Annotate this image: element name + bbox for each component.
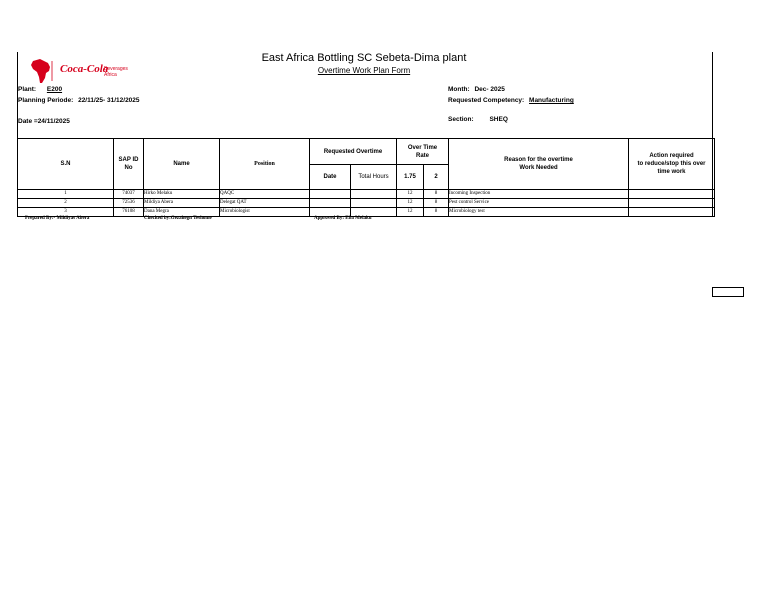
header-reason (449, 139, 629, 190)
cell-reason: Incoming Inspection (449, 190, 629, 199)
cell-total-hours (351, 199, 397, 208)
overtime-table (17, 138, 715, 217)
planning-period-label: Planning Periode: (18, 97, 74, 104)
header-ot-rate (397, 139, 449, 165)
cell-rate-a: 12 (397, 199, 424, 208)
planning-period-field (18, 97, 140, 104)
header-date: Date (310, 165, 351, 190)
cell-name: Hirko Melaku (144, 190, 220, 199)
cell-name: Dana Megra (144, 208, 220, 217)
form-title: Overtime Work Plan Form (317, 66, 411, 75)
header-action-line1: Action required (649, 153, 694, 159)
cell-sap: 72536 (114, 199, 144, 208)
checked-by: Checked by:Gezahegn Teshome (144, 216, 212, 221)
header-ot-rate-line2: Rate (416, 152, 430, 159)
cell-reason: Pest control Service (449, 199, 629, 208)
company-title: East Africa Bottling SC Sebeta-Dima plant (261, 52, 467, 64)
cell-sn: 3 (18, 208, 114, 217)
header-rate-b: 2 (424, 165, 449, 190)
cell-rate-b: 8 (424, 208, 449, 217)
competency-value: Manufacturing (529, 97, 574, 104)
cell-action (629, 190, 715, 199)
header-position: Position (220, 139, 310, 190)
competency-label: Requested Competency: (448, 97, 525, 104)
section-field (448, 116, 508, 123)
table-row (18, 199, 715, 208)
cell-name: Mildiya Abera (144, 199, 220, 208)
plant-label: Plant: (18, 86, 37, 93)
plant-value: E200 (46, 86, 63, 93)
cell-action (629, 199, 715, 208)
cell-reason: Microbiology test (449, 208, 629, 217)
cell-position: Microbiologist (220, 208, 310, 217)
logo-line2: Africa (104, 72, 117, 78)
plant-field (18, 86, 62, 93)
competency-field (448, 97, 574, 104)
section-value: SHEQ (489, 116, 508, 123)
header-action-line3: time work (657, 169, 686, 175)
month-label: Month: (448, 86, 470, 93)
cell-sap: 76108 (114, 208, 144, 217)
month-value: Dec- 2025 (474, 86, 505, 93)
section-label: Section: (448, 116, 474, 123)
prepared-by: Prepared By:- Mildiyas Abera (25, 216, 90, 221)
header-ot-rate-line1: Over Time (407, 144, 438, 151)
logo-brand: Coca-Cola (60, 63, 109, 75)
cell-rate-a: 12 (397, 208, 424, 217)
header-sap-line2: No (124, 165, 133, 171)
cell-sn: 2 (18, 199, 114, 208)
cell-position: Delegat QAT (220, 199, 310, 208)
cell-action (629, 208, 715, 217)
header-action-line2: to reduce/stop this over (637, 161, 706, 167)
header-total-hours: Total Hours (351, 165, 397, 190)
header-reason-line1: Reason for the overtime (504, 157, 573, 163)
header-action (629, 139, 715, 190)
cell-total-hours (351, 190, 397, 199)
cell-date (310, 199, 351, 208)
cell-sn: 1 (18, 190, 114, 199)
header-reason-line2: Work Needed (519, 165, 558, 171)
selected-cell-box[interactable] (712, 287, 744, 297)
header-sap-id (114, 139, 144, 190)
approved-by: Approved By: Eba Melaku (314, 216, 372, 221)
cell-rate-b: 8 (424, 190, 449, 199)
logo-line1: Beverages (104, 66, 128, 72)
company-logo (30, 57, 134, 85)
cell-sap: 74037 (114, 190, 144, 199)
table-row (18, 190, 715, 199)
cell-date (310, 190, 351, 199)
cell-position: QAQC (220, 190, 310, 199)
cell-rate-a: 12 (397, 190, 424, 199)
header-sap-line1: SAP ID (118, 157, 139, 163)
date-field: Date =24/11/2025 (18, 118, 70, 125)
month-field (448, 86, 505, 93)
header-requested-overtime: Requested Overtime (310, 139, 397, 165)
cell-rate-b: 8 (424, 199, 449, 208)
header-rate-a: 1.75 (397, 165, 424, 190)
planning-period-value: 22/11/25- 31/12/2025 (78, 97, 140, 104)
header-name: Name (144, 139, 220, 190)
header-sn: S.N (18, 139, 114, 190)
